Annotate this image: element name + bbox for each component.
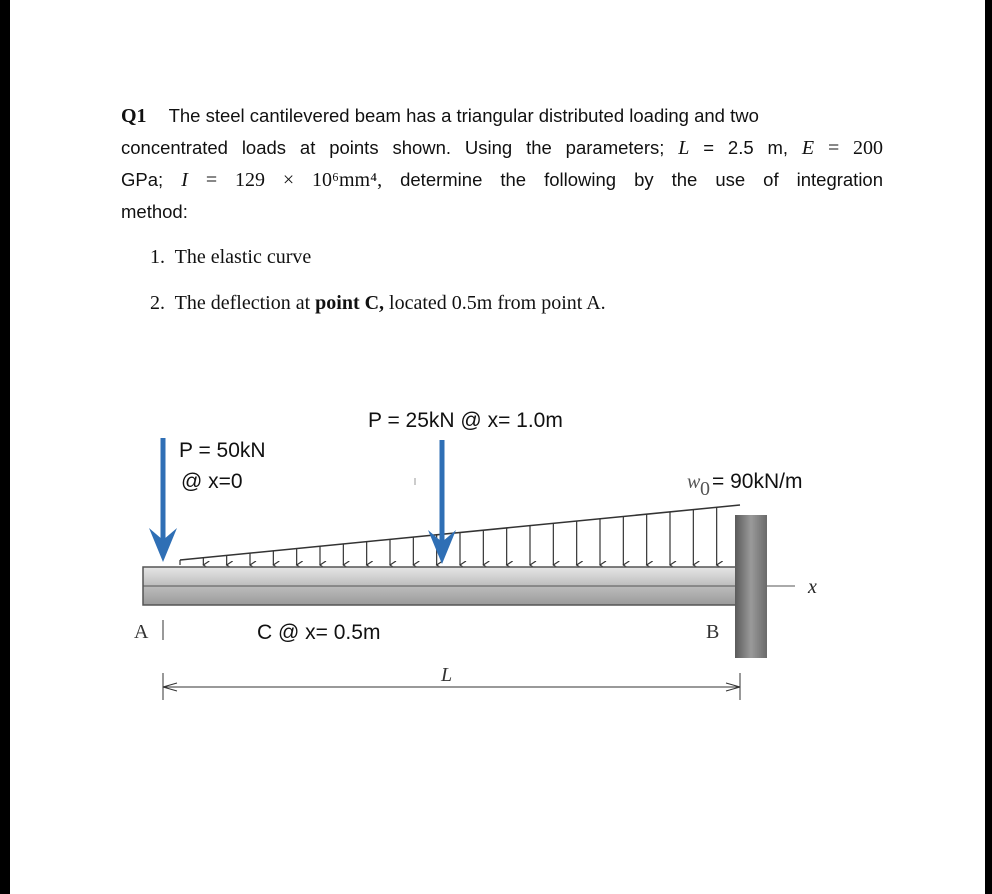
label-a: A xyxy=(134,621,149,643)
beam-figure xyxy=(10,0,985,894)
value-I: = 129 × 10⁶mm⁴, xyxy=(205,169,383,191)
p1-label-line1: P = 50kN xyxy=(179,439,266,462)
question-number: Q1 xyxy=(121,105,147,127)
w0-subscript: 0 xyxy=(700,478,710,500)
load-arrow-p1 xyxy=(149,438,177,562)
w0-value: = 90kN/m xyxy=(712,470,803,493)
label-c: C @ x= 0.5m xyxy=(257,621,381,644)
x-axis-label: x xyxy=(808,576,817,598)
task-text-1: The elastic curve xyxy=(174,246,312,268)
statement-text-2: concentrated loads at points shown. Using the parameters; xyxy=(121,137,665,158)
fixed-wall xyxy=(735,515,767,658)
document-page xyxy=(10,0,985,894)
p1-label-line2: @ x=0 xyxy=(181,470,243,493)
load-arrow-p2 xyxy=(428,440,456,564)
p2-label: P = 25kN @ x= 1.0m xyxy=(368,409,563,432)
task-text-2-prefix: The deflection at xyxy=(174,292,311,314)
symbol-L: L xyxy=(678,137,690,159)
label-b: B xyxy=(706,621,720,643)
task-number-1: 1. xyxy=(150,246,165,268)
statement-text-1: The steel cantilevered beam has a triangular distributed loading and two xyxy=(168,105,759,126)
task-number-2: 2. xyxy=(150,292,165,314)
task-text-2-bold: point C, xyxy=(315,292,385,314)
statement-text-3: determine the following by the use of integration xyxy=(382,169,884,190)
task-text-2-suffix: located 0.5m from point A. xyxy=(389,292,606,314)
symbol-I: I xyxy=(181,169,188,191)
value-L: = 2.5 m, xyxy=(689,137,789,158)
value-E: = 200 xyxy=(828,137,884,159)
unit-gpa: GPa; xyxy=(121,169,164,190)
statement-text-4: method: xyxy=(121,201,188,222)
label-l: L xyxy=(441,664,453,686)
symbol-E: E xyxy=(801,137,815,159)
w0-symbol: w xyxy=(687,471,701,493)
